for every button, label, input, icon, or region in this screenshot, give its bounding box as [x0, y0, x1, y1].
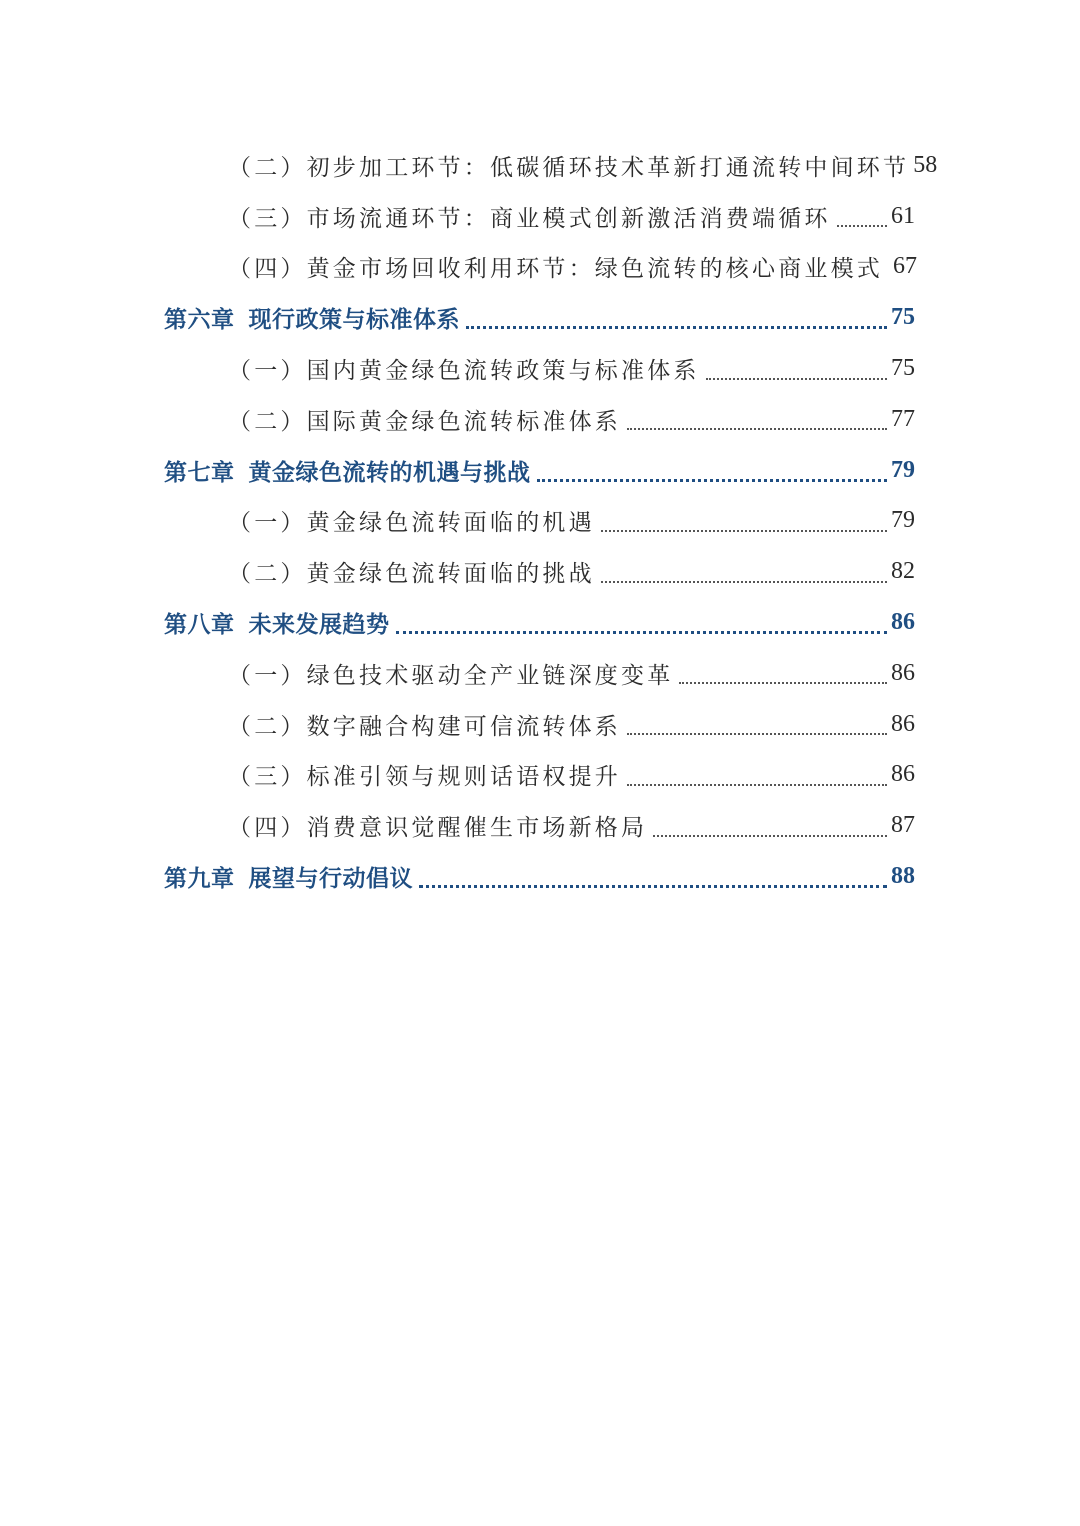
dot-leader: [653, 835, 887, 837]
dot-leader: [706, 378, 887, 380]
toc-chapter-entry[interactable]: [0, 597, 1080, 648]
chapter-title: [164, 860, 413, 893]
chapter-number: 第九章: [164, 866, 235, 893]
page-number: 79: [891, 456, 915, 483]
dot-leader: [837, 225, 887, 227]
toc-section-entry[interactable]: [0, 800, 1080, 851]
chapter-title: [164, 454, 531, 487]
chapter-title-text: 展望与行动倡议: [248, 866, 413, 893]
chapter-title-text: 现行政策与标准体系: [248, 307, 460, 334]
dot-leader: [679, 682, 887, 684]
page-number: 75: [891, 304, 915, 331]
section-title: （三）标准引领与规则话语权提升: [228, 764, 621, 791]
toc-section-entry[interactable]: [0, 750, 1080, 801]
section-title: （三）市场流通环节：商业模式创新激活消费端循环: [228, 205, 831, 232]
dot-leader: [396, 631, 888, 634]
table-of-contents: [0, 140, 1080, 902]
page-number: 58: [913, 151, 938, 178]
chapter-number: 第八章: [164, 612, 235, 639]
page-number: 86: [891, 710, 915, 737]
section-title: （一）国内黄金绿色流转政策与标准体系: [228, 358, 700, 385]
chapter-title: [164, 301, 460, 334]
chapter-title-text: 未来发展趋势: [248, 612, 390, 639]
dot-leader: [601, 581, 887, 583]
toc-section-entry[interactable]: [0, 496, 1080, 547]
toc-section-entry[interactable]: [0, 140, 1080, 191]
toc-section-entry[interactable]: [0, 699, 1080, 750]
dot-leader: [419, 885, 887, 888]
page-number: 86: [891, 609, 915, 636]
section-title: （四）黄金市场回收利用环节：绿色流转的核心商业模式: [228, 256, 883, 283]
dot-leader: [466, 326, 887, 329]
section-title: （一）黄金绿色流转面临的机遇: [228, 510, 595, 537]
page-number: 75: [891, 355, 915, 382]
toc-section-entry[interactable]: [0, 546, 1080, 597]
toc-section-entry[interactable]: [0, 394, 1080, 445]
chapter-number: 第六章: [164, 307, 235, 334]
toc-chapter-entry[interactable]: [0, 445, 1080, 496]
page-number: 77: [891, 405, 915, 432]
dot-leader: [537, 479, 888, 482]
chapter-title-text: 黄金绿色流转的机遇与挑战: [248, 459, 531, 486]
page-number: 86: [891, 761, 915, 788]
page-number: 88: [891, 863, 915, 890]
section-title: （二）数字融合构建可信流转体系: [228, 713, 621, 740]
chapter-title: [164, 606, 390, 639]
page-number: 86: [891, 659, 915, 686]
dot-leader: [627, 784, 887, 786]
toc-section-entry[interactable]: [0, 191, 1080, 242]
toc-section-entry[interactable]: [0, 343, 1080, 394]
section-title: （一）绿色技术驱动全产业链深度变革: [228, 662, 674, 689]
dot-leader: [601, 530, 887, 532]
toc-section-entry[interactable]: [0, 648, 1080, 699]
page-number: 79: [891, 507, 915, 534]
section-title: （四）消费意识觉醒催生市场新格局: [228, 815, 648, 842]
page-number: 61: [891, 202, 915, 229]
section-title: （二）国际黄金绿色流转标准体系: [228, 408, 621, 435]
toc-chapter-entry[interactable]: [0, 292, 1080, 343]
toc-chapter-entry[interactable]: [0, 851, 1080, 902]
page-number: 82: [891, 558, 915, 585]
page-number: 87: [891, 812, 915, 839]
toc-section-entry[interactable]: [0, 242, 1080, 293]
dot-leader: [627, 733, 887, 735]
section-title: （二）初步加工环节：低碳循环技术革新打通流转中间环节: [228, 154, 910, 181]
section-title: （二）黄金绿色流转面临的挑战: [228, 561, 595, 588]
dot-leader: [627, 428, 887, 430]
chapter-number: 第七章: [164, 459, 235, 486]
page-number: 67: [893, 253, 917, 280]
